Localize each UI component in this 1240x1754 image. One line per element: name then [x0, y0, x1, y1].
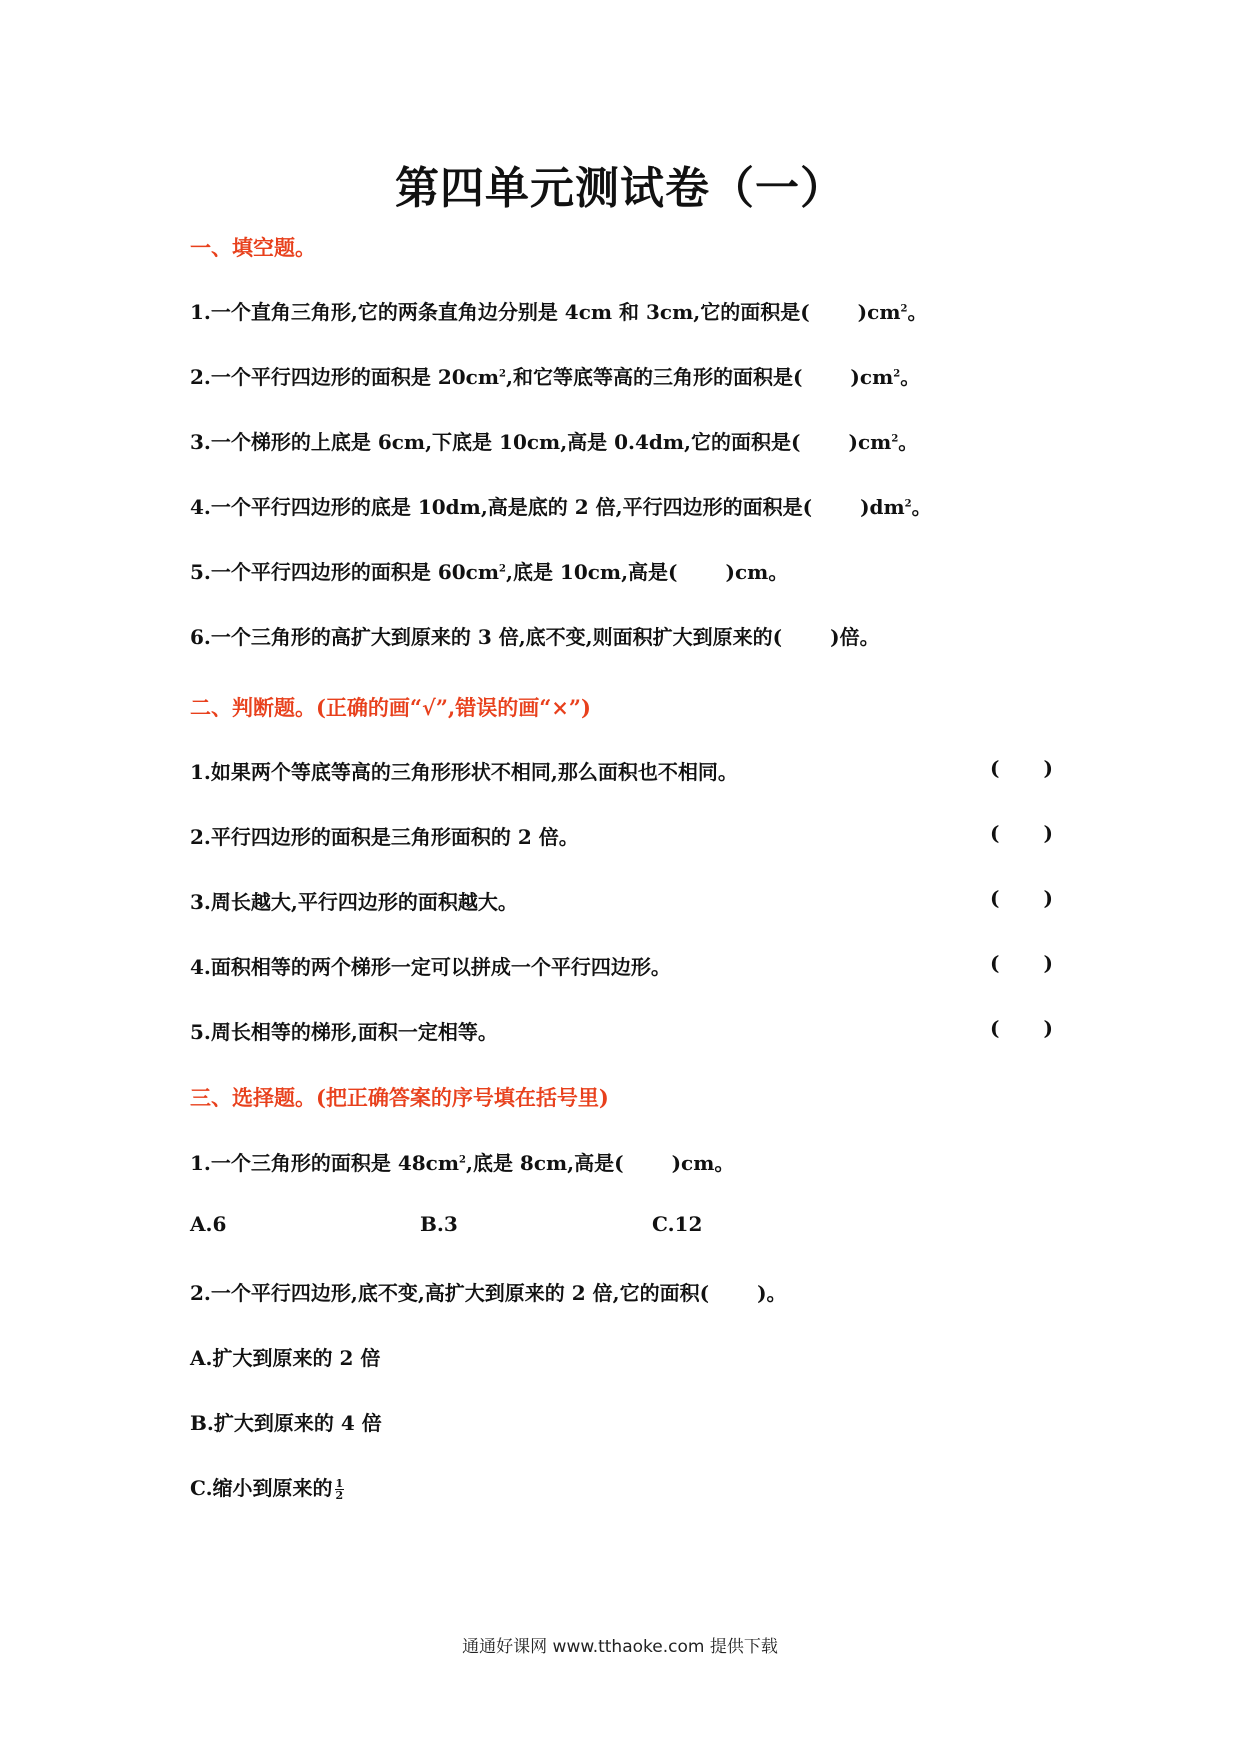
fill-question-6 — [190, 621, 880, 650]
fill-q3-text: 3.一个梯形的上底是 6cm,下底是 10cm,高是 0.4dm,它的面积是( — [190, 430, 801, 454]
fraction-denominator: 2 — [335, 1489, 344, 1502]
choice-question-2 — [190, 1277, 787, 1306]
choice-q1-text: 1.一个三角形的面积是 48cm — [190, 1151, 460, 1175]
judge-question-5: 5.周长相等的梯形,面积一定相等。 — [190, 1020, 498, 1044]
fraction-numerator: 1 — [335, 1477, 344, 1490]
judge-question-3: 3.周长越大,平行四边形的面积越大。 — [190, 890, 518, 914]
judge-answer-box-2[interactable] — [990, 821, 1053, 845]
fill-q3-unit: )cm — [848, 430, 892, 454]
paren-open: ( — [990, 886, 1000, 910]
fill-q5-unit: )cm — [725, 560, 769, 584]
superscript: 2 — [904, 498, 912, 510]
fill-q2-unit: )cm — [850, 365, 894, 389]
section-choice-heading: 三、选择题。(把正确答案的序号填在括号里) — [190, 1085, 609, 1110]
choice-q2-option-c[interactable] — [190, 1472, 344, 1501]
superscript: 2 — [900, 303, 908, 315]
choice-q2-text: 2.一个平行四边形,底不变,高扩大到原来的 2 倍,它的面积( — [190, 1281, 710, 1305]
fill-q2-text: 2.一个平行四边形的面积是 20cm — [190, 365, 500, 389]
fill-question-1 — [190, 296, 927, 325]
fill-q4-end: 。 — [911, 495, 932, 519]
fill-q5-text: 5.一个平行四边形的面积是 60cm — [190, 560, 500, 584]
paren-close: ) — [1043, 1016, 1053, 1040]
choice-q2-option-a[interactable]: A.扩大到原来的 2 倍 — [190, 1346, 381, 1370]
fill-q6-text: 6.一个三角形的高扩大到原来的 3 倍,底不变,则面积扩大到原来的( — [190, 625, 783, 649]
fill-q5-text-mid: ,底是 10cm,高是( — [505, 560, 678, 584]
fill-q6-end: 。 — [859, 625, 880, 649]
judge-answer-box-1[interactable] — [990, 756, 1053, 780]
paren-close: ) — [1043, 756, 1053, 780]
paren-close: ) — [1043, 951, 1053, 975]
choice-q1-option-c[interactable]: C.12 — [652, 1212, 703, 1236]
judge-answer-box-4[interactable] — [990, 951, 1053, 975]
fill-q4-text: 4.一个平行四边形的底是 10dm,高是底的 2 倍,平行四边形的面积是( — [190, 495, 813, 519]
choice-q2-option-c-text: C.缩小到原来的 — [190, 1476, 333, 1500]
page-title: 第四单元测试卷（一） — [395, 163, 845, 214]
paren-open: ( — [990, 951, 1000, 975]
fill-q1-text: 1.一个直角三角形,它的两条直角边分别是 4cm 和 3cm,它的面积是( — [190, 300, 810, 324]
footer-watermark: 通通好课网 www.tthaoke.com 提供下载 — [462, 1637, 778, 1657]
section-judge-heading: 二、判断题。(正确的画“√”,错误的画“×”) — [190, 695, 591, 720]
fill-question-3 — [190, 426, 918, 455]
section-fill-heading: 一、填空题。 — [190, 235, 316, 260]
paren-close: ) — [1043, 821, 1053, 845]
judge-question-4: 4.面积相等的两个梯形一定可以拼成一个平行四边形。 — [190, 955, 671, 979]
paren-open: ( — [990, 1016, 1000, 1040]
fill-q4-unit: )dm — [860, 495, 905, 519]
fill-q6-unit: )倍 — [830, 625, 860, 649]
choice-q2-end: )。 — [757, 1281, 787, 1305]
fill-question-4 — [190, 491, 932, 520]
choice-q1-option-a[interactable]: A.6 — [190, 1212, 227, 1236]
judge-answer-box-3[interactable] — [990, 886, 1053, 910]
fill-q3-end: 。 — [898, 430, 919, 454]
superscript: 2 — [499, 563, 506, 575]
fraction — [335, 1478, 345, 1501]
fill-question-2 — [190, 361, 920, 390]
fill-q1-unit: )cm — [857, 300, 901, 324]
judge-question-1: 1.如果两个等底等高的三角形形状不相同,那么面积也不相同。 — [190, 760, 738, 784]
fill-q1-end: 。 — [907, 300, 928, 324]
fill-q2-end: 。 — [900, 365, 921, 389]
superscript: 2 — [893, 368, 901, 380]
paren-open: ( — [990, 821, 1000, 845]
choice-question-1 — [190, 1147, 734, 1176]
judge-answer-box-5[interactable] — [990, 1016, 1053, 1040]
superscript: 2 — [459, 1154, 466, 1166]
fill-question-5 — [190, 556, 788, 585]
superscript: 2 — [499, 368, 506, 380]
fill-q2-text-mid: ,和它等底等高的三角形的面积是( — [505, 365, 803, 389]
fill-q5-end: 。 — [768, 560, 789, 584]
choice-q1-end: )cm。 — [671, 1151, 735, 1175]
paren-open: ( — [990, 756, 1000, 780]
superscript: 2 — [891, 433, 899, 445]
choice-q1-option-b[interactable]: B.3 — [420, 1212, 458, 1236]
paren-close: ) — [1043, 886, 1053, 910]
choice-q2-option-b[interactable]: B.扩大到原来的 4 倍 — [190, 1411, 382, 1435]
judge-question-2: 2.平行四边形的面积是三角形面积的 2 倍。 — [190, 825, 579, 849]
choice-q1-text-mid: ,底是 8cm,高是( — [465, 1151, 624, 1175]
